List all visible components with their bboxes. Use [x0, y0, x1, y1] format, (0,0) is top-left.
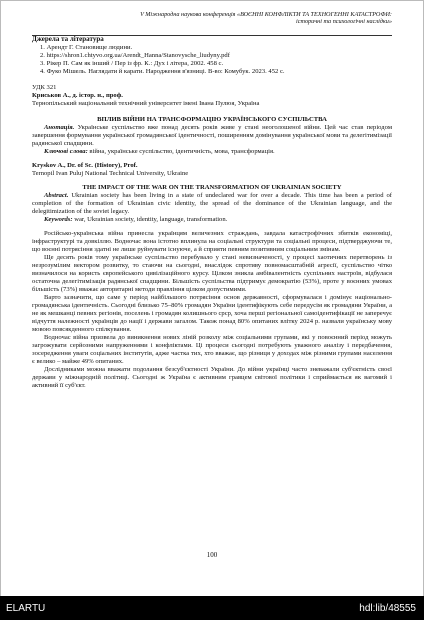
- keywords-ua-text: війна, українське суспільство, ідентичність, мова, трансформація.: [87, 147, 275, 155]
- literature-title: Джерела та література: [32, 34, 104, 43]
- footer-handle-link[interactable]: hdl:lib/48555: [359, 603, 416, 614]
- viewer-footer-bar: [0, 596, 424, 620]
- header-rule: [32, 35, 392, 36]
- literature-item: 4. Фуко Мішель. Наглядати й карати. Народження в'язниці. В-во: Комубук. 2023. 452 с.: [40, 67, 285, 75]
- running-header: [32, 11, 392, 26]
- title-en: THE IMPACT OF THE WAR ON THE TRANSFORMATION OF UKRAINIAN SOCIETY: [82, 183, 342, 191]
- literature-item: 1. Арендт Г. Становище людини.: [40, 43, 133, 51]
- header-line-2: історичні та психологічні наслідки»: [296, 18, 392, 26]
- page-content: [32, 6, 392, 390]
- keywords-ua: [32, 148, 392, 156]
- body-text: [32, 230, 392, 390]
- body-paragraph: Дослідниками можна вважати подолання безсуб'єктності України. До війни українці часто зневажали суб'єктність своєї держави у міжнародній політиці. Сьогодні ж Україна є активним гравцем світової політики і сприймається як вагомий і активний її суб'єкт.: [32, 365, 392, 389]
- keywords-en-text: war, Ukrainian society, identity, language, transformation.: [72, 215, 228, 223]
- body-paragraph: Варто зазначити, що саме у період найбільшого потрясіння основ державності, сформувалася і домінує національно-громадянська ідентичність. Сьогодні близько 75–80% громадян України ідентифікують себе передусім як громадяни України, а не як мешканці певних регіонів, поселень і громадян колишнього срср, хоча перші регіональної самоідентифікації не заперечує відчуття належності українців до нації і держави загалом. Також понад 80% опитаних влітку 2024 р. назвали українську мову мовою повсякденного спілкування.: [32, 293, 392, 333]
- abstract-en-label: Abstract.: [44, 191, 69, 199]
- page-number: 100: [206, 551, 218, 559]
- body-paragraph: Водночас війна призвела до виникнення нових ліній розколу між соціальними групами, які у повоєнний період можуть загрожувати серйозними напруженнями і конфліктами. Ці процеси сьогодні потребують уважного аналізу і передбачення, зосередження уваги соціальних інститутів, адже частка тих, хто вважає, що різниця у доходах між різними групами населення є велико – майже 49% опитаних.: [32, 333, 392, 365]
- keywords-en-label: Keywords:: [44, 215, 73, 223]
- body-paragraph: Російсько-українська війна принесла українцям величезних страждань, завдала катастрофічних збитків економіці, інфраструктурі та довкіллю. Водночас вона істотно вплинула на соціальні структури та соціальні процеси, підтверджуючи те, що воєнні потрясіння здатні не лише руйнувати існуюче, а й сприяти певним позитивним соціальним змінам.: [32, 229, 392, 253]
- affiliation-ua: Тернопільський національний технічний університет імені Івана Пулюя, Україна: [32, 99, 260, 107]
- abstract-ua: [32, 124, 392, 148]
- abstract-en-text: Ukrainian society has been living in a state of undeclared war for over a decade. This time has been a period of completion of the formation of Ukrainian civic identity, the spread of the dominance of the Ukrainian language, and the delegitimization of the soviet legacy.: [32, 191, 392, 215]
- abstract-en: [32, 192, 392, 216]
- authors-ua: Криськов А., д. істор. н., проф.: [32, 91, 123, 99]
- literature-item: 2. https://shron1.chtyvo.org.ua/Arendt_Hanna/Stanovysche_liudyny.pdf: [40, 51, 230, 59]
- document-page: [10, 6, 414, 594]
- authors-en: Kryskov A., Dr. of Sc. (History), Prof.: [32, 161, 138, 169]
- keywords-en: [32, 216, 392, 224]
- body-paragraph: Ще десять років тому українське суспільство перебувало у стані невизначеності, у процесі хаотичних перетворень із незрозумілим вектором розвитку, то стаючи на сьогодні, внаслідок спротиву повномасштабній агресії, суспільство чітко визначилося на користь європейського цивілізаційного курсу. Цілком зникла амбівалентність суспільних настроїв, відбулася остаточна делегітимізація радянської спадщини. Більшість суспільства підтримує демократію (53%), проте у воєнних умовах більшість (73%) вважає авторитарні методи правління цілком допустимими.: [32, 253, 392, 293]
- header-line-1: V Міжнародна наукова конференція «ВОЄННІ КОНФЛІКТИ ТА ТЕХНОГЕННІ КАТАСТРОФИ:: [140, 11, 392, 18]
- literature-list: [32, 44, 392, 76]
- literature-item: 3. Рікер П. Сам як інший / Пер із фр. К.: Дух і літера, 2002. 458 с.: [40, 59, 224, 67]
- abstract-ua-label: Анотація.: [44, 123, 75, 131]
- udk: УДК 321: [32, 83, 57, 91]
- affiliation-en: Ternopil Ivan Puluj National Technical University, Ukraine: [32, 169, 189, 177]
- title-ua: ВПЛИВ ВІЙНИ НА ТРАНСФОРМАЦІЮ УКРАЇНСЬКОГО СУСПІЛЬСТВА: [97, 115, 327, 123]
- abstract-ua-text: Українське суспільство вже понад десять років живе у стані неоголошеної війни. Цей час став періодом завершення формування української громадянської ідентичності, поширенням домінування української мови та делегітимізації радянської спадщини.: [32, 123, 392, 147]
- footer-repository-label: ELARTU: [6, 603, 46, 614]
- keywords-ua-label: Ключові слова:: [44, 147, 88, 155]
